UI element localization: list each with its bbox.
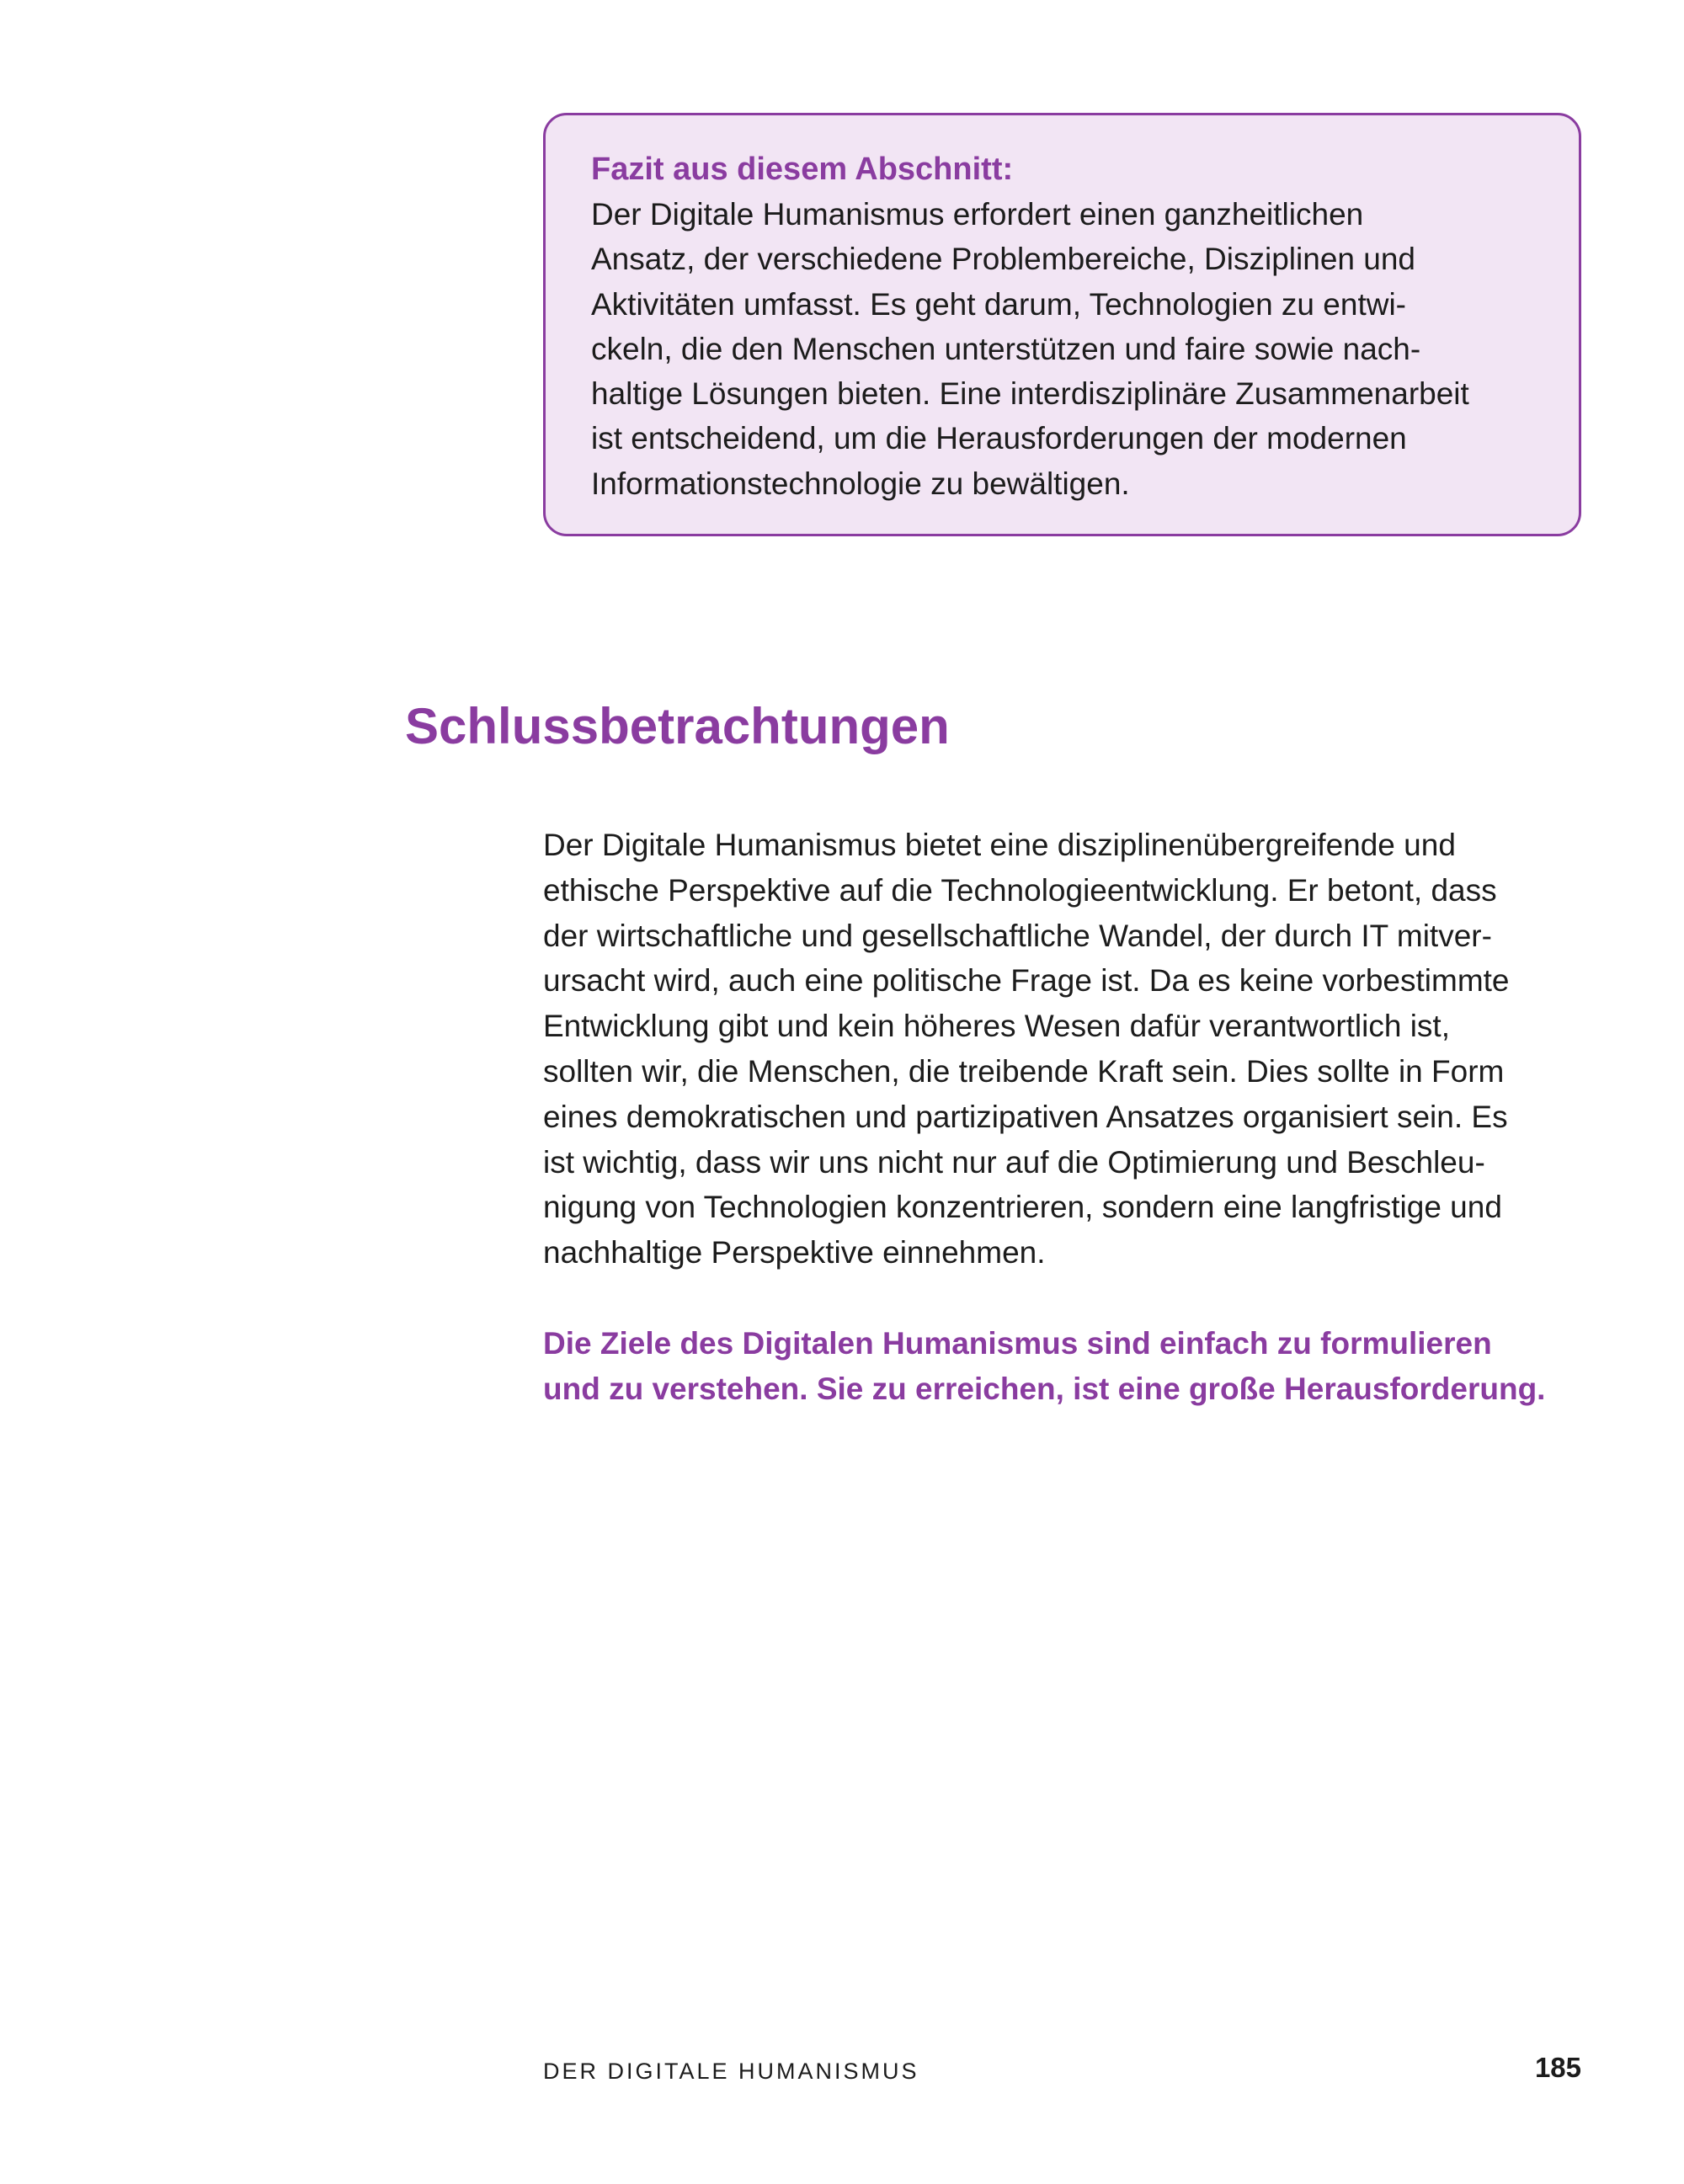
summary-line: Aktivitäten umfasst. Es geht darum, Technologien zu entwi- (591, 286, 1406, 322)
summary-line: Der Digitale Humanismus erfordert einen ganzheitlichen (591, 197, 1364, 232)
summary-line: haltige Lösungen bieten. Eine interdisziplinäre Zusammenarbeit (591, 376, 1469, 412)
body-line: nachhaltige Perspektive einnehmen. (543, 1235, 1046, 1270)
body-paragraph (543, 823, 1510, 1276)
highlight-line: Die Ziele des Digitalen Humanismus sind einfach zu formulieren (543, 1326, 1492, 1361)
body-line: Entwicklung gibt und kein höheres Wesen dafür verantwortlich ist, (543, 1009, 1450, 1044)
body-line: sollten wir, die Menschen, die treibende Kraft sein. Dies sollte in Form (543, 1053, 1505, 1089)
page-number: 185 (1534, 2052, 1581, 2083)
body-line: Der Digitale Humanismus bietet eine disziplinenübergreifende und (543, 828, 1456, 862)
section-heading: Schlussbetrachtungen (405, 698, 950, 754)
body-line: ursacht wird, auch eine politische Frage ist. Da es keine vorbestimmte (543, 963, 1510, 999)
summary-line: Ansatz, der verschiedene Problembereiche, Disziplinen und (591, 242, 1415, 277)
body-line: nigung von Technologien konzentrieren, sondern eine langfristige und (543, 1190, 1502, 1225)
running-title: DER DIGITALE HUMANISMUS (543, 2059, 919, 2084)
highlight-line: und zu verstehen. Sie zu erreichen, ist eine große Herausforderung. (543, 1372, 1546, 1406)
summary-line: ckeln, die den Menschen unterstützen und faire sowie nach- (591, 331, 1421, 366)
summary-line: ist entscheidend, um die Herausforderungen der modernen (591, 421, 1407, 456)
body-line: der wirtschaftliche und gesellschaftliche Wandel, der durch IT mitver- (543, 918, 1492, 953)
highlight-statement (543, 1321, 1545, 1412)
body-line: ist wichtig, dass wir uns nicht nur auf die Optimierung und Beschleu- (543, 1144, 1485, 1180)
body-line: ethische Perspektive auf die Technologieentwicklung. Er betont, dass (543, 872, 1497, 908)
summary-line: Informationstechnologie zu bewältigen. (591, 466, 1130, 501)
body-line: eines demokratischen und partizipativen Ansatzes organisiert sein. Es (543, 1099, 1508, 1134)
summary-box (543, 113, 1581, 536)
summary-title: Fazit aus diesem Abschnitt: (591, 152, 1014, 187)
